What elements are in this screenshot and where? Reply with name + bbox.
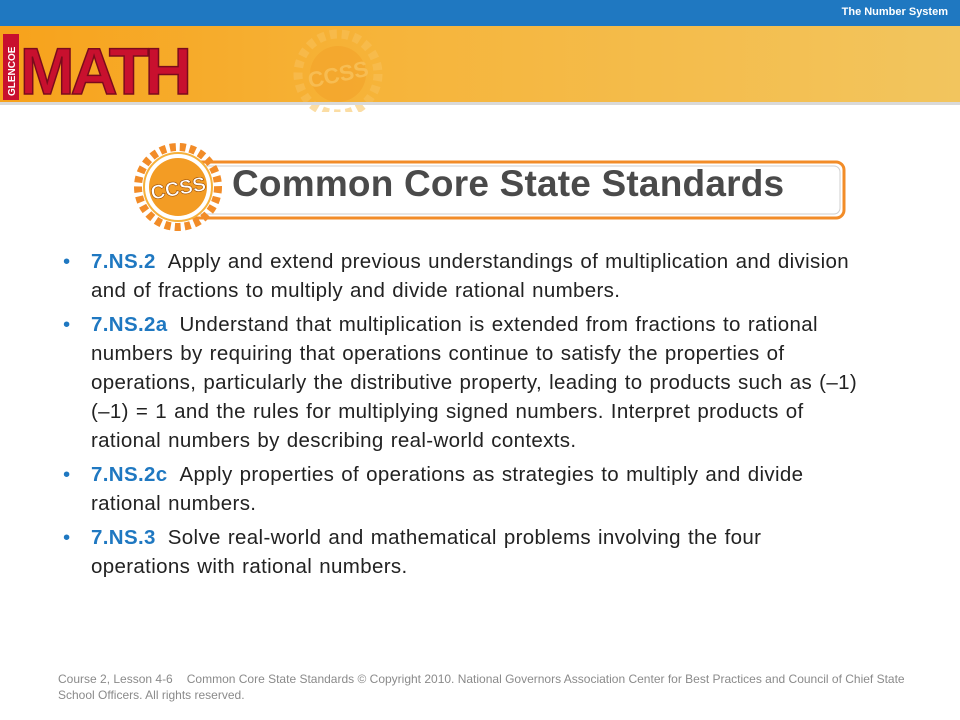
bullet: •	[63, 313, 71, 336]
standard-text: Apply properties of operations as strategies to multiply and divide rational numbers.	[91, 463, 804, 515]
standard-text: Apply and extend previous understandings of multiplication and division and of fractions to multiply and divide rational numbers.	[91, 250, 850, 302]
standard-item	[62, 460, 862, 518]
standard-code: 7.NS.3	[91, 526, 156, 549]
math-logo-text: MATH	[20, 34, 189, 102]
standard-text: Understand that multiplication is extended from fractions to rational numbers by requiring that operations continue to satisfy the properties of operations, particularly the distributive property, leading to products such as (–1)(–1) = 1 and the rules for multiplying signed numbers. Interpret products of rational numbers by describing real-world contexts.	[91, 313, 858, 452]
bullet: •	[63, 526, 71, 549]
bullet: •	[63, 250, 71, 273]
standard-code: 7.NS.2	[91, 250, 156, 273]
section-title: Common Core State Standards	[232, 163, 785, 204]
footer-copyright: Common Core State Standards © Copyright 2010. National Governors Association Center for Best Practices and Council of Chief State School Officers. All rights reserved.	[58, 672, 905, 702]
standard-item	[62, 310, 862, 455]
banner-ccss-watermark-icon	[278, 28, 398, 112]
ccss-badge-icon	[134, 143, 222, 231]
unit-title: The Number System	[841, 6, 948, 18]
standard-code: 7.NS.2a	[91, 313, 168, 336]
glencoe-imprint: GLENCOE	[7, 46, 18, 96]
footer	[58, 671, 938, 703]
standards-list	[62, 247, 862, 586]
standard-item	[62, 247, 862, 305]
top-bar	[0, 0, 960, 26]
bullet: •	[63, 463, 71, 486]
standard-item	[62, 523, 862, 581]
footer-lesson: Course 2, Lesson 4-6	[58, 672, 173, 686]
banner-ccss-text: CCSS	[305, 55, 371, 94]
math-logo	[0, 30, 200, 102]
ccss-badge-text: CCSS	[149, 173, 208, 205]
banner-divider	[0, 102, 960, 105]
standard-text: Solve real-world and mathematical problems involving the four operations with rational numbers.	[91, 526, 762, 578]
standard-code: 7.NS.2c	[91, 463, 168, 486]
